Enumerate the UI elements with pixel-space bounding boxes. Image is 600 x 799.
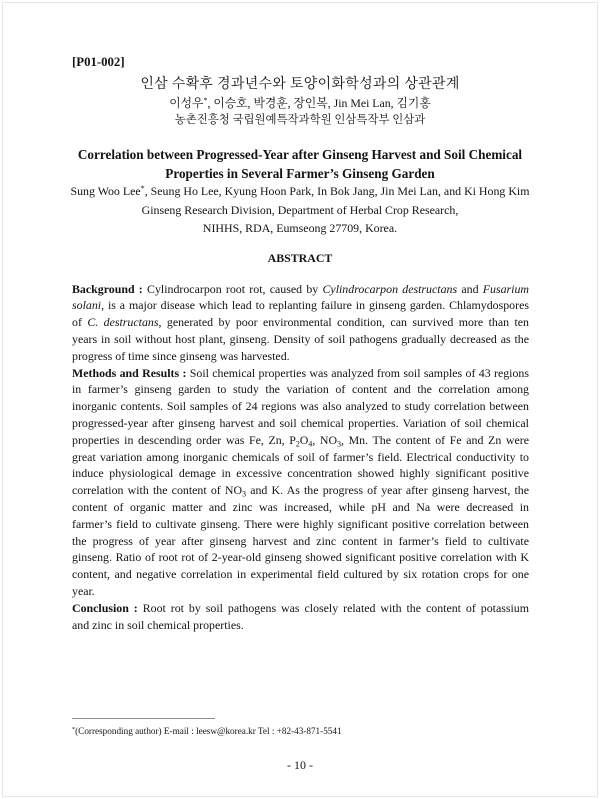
affiliation-line: Ginseng Research Division, Department of Herbal Crop Research,: [141, 202, 459, 217]
subscript: 2: [295, 439, 300, 449]
abstract-line: [72, 600, 529, 617]
abstract-line: [72, 482, 529, 499]
text-run: Cylindrocarpon root rot, caused by: [142, 281, 323, 296]
text-run: ginseng. Ratio of root rot of 2-year-old ginseng showed significant positive correlation with K: [72, 550, 529, 565]
english-authors: [0, 183, 600, 199]
text-run: inorganic contents. Soil samples of 24 regions was also analyzed to study correlation between: [72, 399, 529, 414]
text-run: in farmer’s ginseng garden to study the variation of content and the correlation among: [72, 382, 529, 397]
text-run: of: [72, 315, 88, 330]
abstract-line: [72, 499, 529, 516]
abstract-line: [72, 314, 529, 331]
section-label: Conclusion :: [72, 600, 138, 615]
abstract-line: [72, 617, 529, 634]
scientific-name: C. destructans: [87, 315, 159, 330]
english-title-line: Correlation between Progressed-Year after Ginseng Harvest and Soil Chemical: [77, 146, 523, 162]
subscript: 4: [308, 439, 313, 449]
text-run: progressed-year after ginseng harvest and soil chemical properties. Variation of soil chemical: [72, 415, 529, 430]
abstract-line: [72, 566, 529, 583]
footnote: [72, 724, 342, 738]
korean-affiliation: 농촌진흥청 국립원예특작과학원 인삼특작부 인삼과: [174, 114, 426, 126]
text-run: , is a major disease which lead to replanting failure in ginseng garden. Chlamydospores: [101, 298, 529, 313]
abstract-paragraph: [72, 281, 529, 365]
abstract-line: [72, 348, 529, 365]
scientific-name: solani: [72, 298, 102, 313]
text-run: years in soil without host plant, ginseng. Density of soil pathogens gradually decreased as the: [72, 331, 529, 346]
abstract-line: [72, 465, 529, 482]
section-label: Methods and Results :: [72, 365, 187, 380]
section-label: Background :: [72, 281, 143, 296]
corresponding-author-en: Sung Woo Lee: [70, 184, 141, 198]
text-run: , generated by poor environmental condition, can survived more than ten: [158, 315, 529, 330]
text-run: O: [299, 432, 309, 447]
text-run: year.: [72, 583, 95, 598]
abstract-line: [72, 281, 529, 298]
abstract-paragraph: [72, 365, 529, 600]
text-run: content of organic matter and zinc was increased, while pH and Na were decreased in: [72, 499, 529, 514]
english-title: [0, 145, 600, 183]
abstract-heading: ABSTRACT: [267, 251, 333, 265]
text-run: content, and negative correlation in experimental field cultured by six rotation crops for one: [72, 567, 529, 582]
scientific-name: Cylindrocarpon destructans: [322, 281, 458, 296]
text-run: and K. As the progress of year after ginseng harvest, the: [246, 483, 529, 498]
subscript: 3: [242, 489, 247, 499]
scientific-name: Fusarium: [482, 281, 530, 296]
english-title-line: Properties in Several Farmer’s Ginseng Garden: [165, 165, 435, 181]
abstract-line: [72, 533, 529, 550]
text-run: the progress of year after ginseng harvest and zinc content in farmer’s field to cultivate: [72, 533, 529, 548]
text-run: Root rot by soil pathogens was closely related with the content of potassium: [137, 600, 530, 615]
abstract-line: [72, 398, 529, 415]
poster-id: [P01-002]: [72, 55, 125, 69]
abstract-line: [72, 432, 529, 449]
text-run: properties in descending order was Fe, Zn, P: [72, 432, 296, 447]
corresponding-mark: *: [140, 183, 145, 193]
corresponding-mark: *: [203, 96, 208, 105]
footnote-rule: [72, 718, 215, 719]
abstract-line: [72, 381, 529, 398]
abstract-line: [72, 549, 529, 566]
coauthors-ko: , 이승호, 박경훈, 장인복, Jin Mei Lan, 김기홍: [207, 96, 431, 110]
english-affiliation: [0, 201, 600, 238]
text-run: correlation with the content of NO: [72, 483, 243, 498]
abstract-line: [72, 331, 529, 348]
abstract-body: [72, 281, 529, 634]
text-run: , NO: [312, 432, 338, 447]
text-run: Soil chemical properties was analyzed from soil samples of 43 regions: [186, 365, 529, 380]
coauthors-en: , Seung Ho Lee, Kyung Hoon Park, In Bok Jang, Jin Mei Lan, and Ki Hong Kim: [144, 184, 530, 198]
abstract-line: [72, 449, 529, 466]
text-run: great variation among inorganic chemicals of soil of farmer’s field. Electrical conductivity to: [72, 449, 529, 464]
korean-title: 인삼 수확후 경과년수와 토양이화학성과의 상관관계: [140, 77, 460, 92]
abstract-line: [72, 516, 529, 533]
text-run: , Mn. The content of Fe and Zn were: [341, 432, 529, 447]
text-run: and zinc in soil chemical properties.: [72, 617, 244, 632]
text-run: induce physiological demage in excessive concentration showed highly significant positive: [72, 466, 529, 481]
abstract-line: [72, 583, 529, 600]
page-number: - 10 -: [287, 758, 313, 772]
abstract-paragraph: [72, 600, 529, 634]
corresponding-author-ko: 이성우: [169, 96, 204, 110]
affiliation-line: NIHHS, RDA, Eumseong 27709, Korea.: [202, 221, 398, 236]
abstract-line: [72, 297, 529, 314]
subscript: 3: [337, 439, 342, 449]
text-run: progress of time since ginseng was harvested.: [72, 348, 290, 363]
abstract-line: [72, 365, 529, 382]
footnote-text: (Corresponding author) E-mail : leesw@korea.kr Tel : +82-43-871-5541: [75, 726, 342, 736]
text-run: farmer’s field to cultivate ginseng. There were highly significant positive correlation between: [72, 516, 529, 531]
abstract-line: [72, 415, 529, 432]
text-run: and: [457, 281, 483, 296]
korean-authors: [0, 95, 600, 111]
footnote-mark: *: [72, 725, 76, 733]
